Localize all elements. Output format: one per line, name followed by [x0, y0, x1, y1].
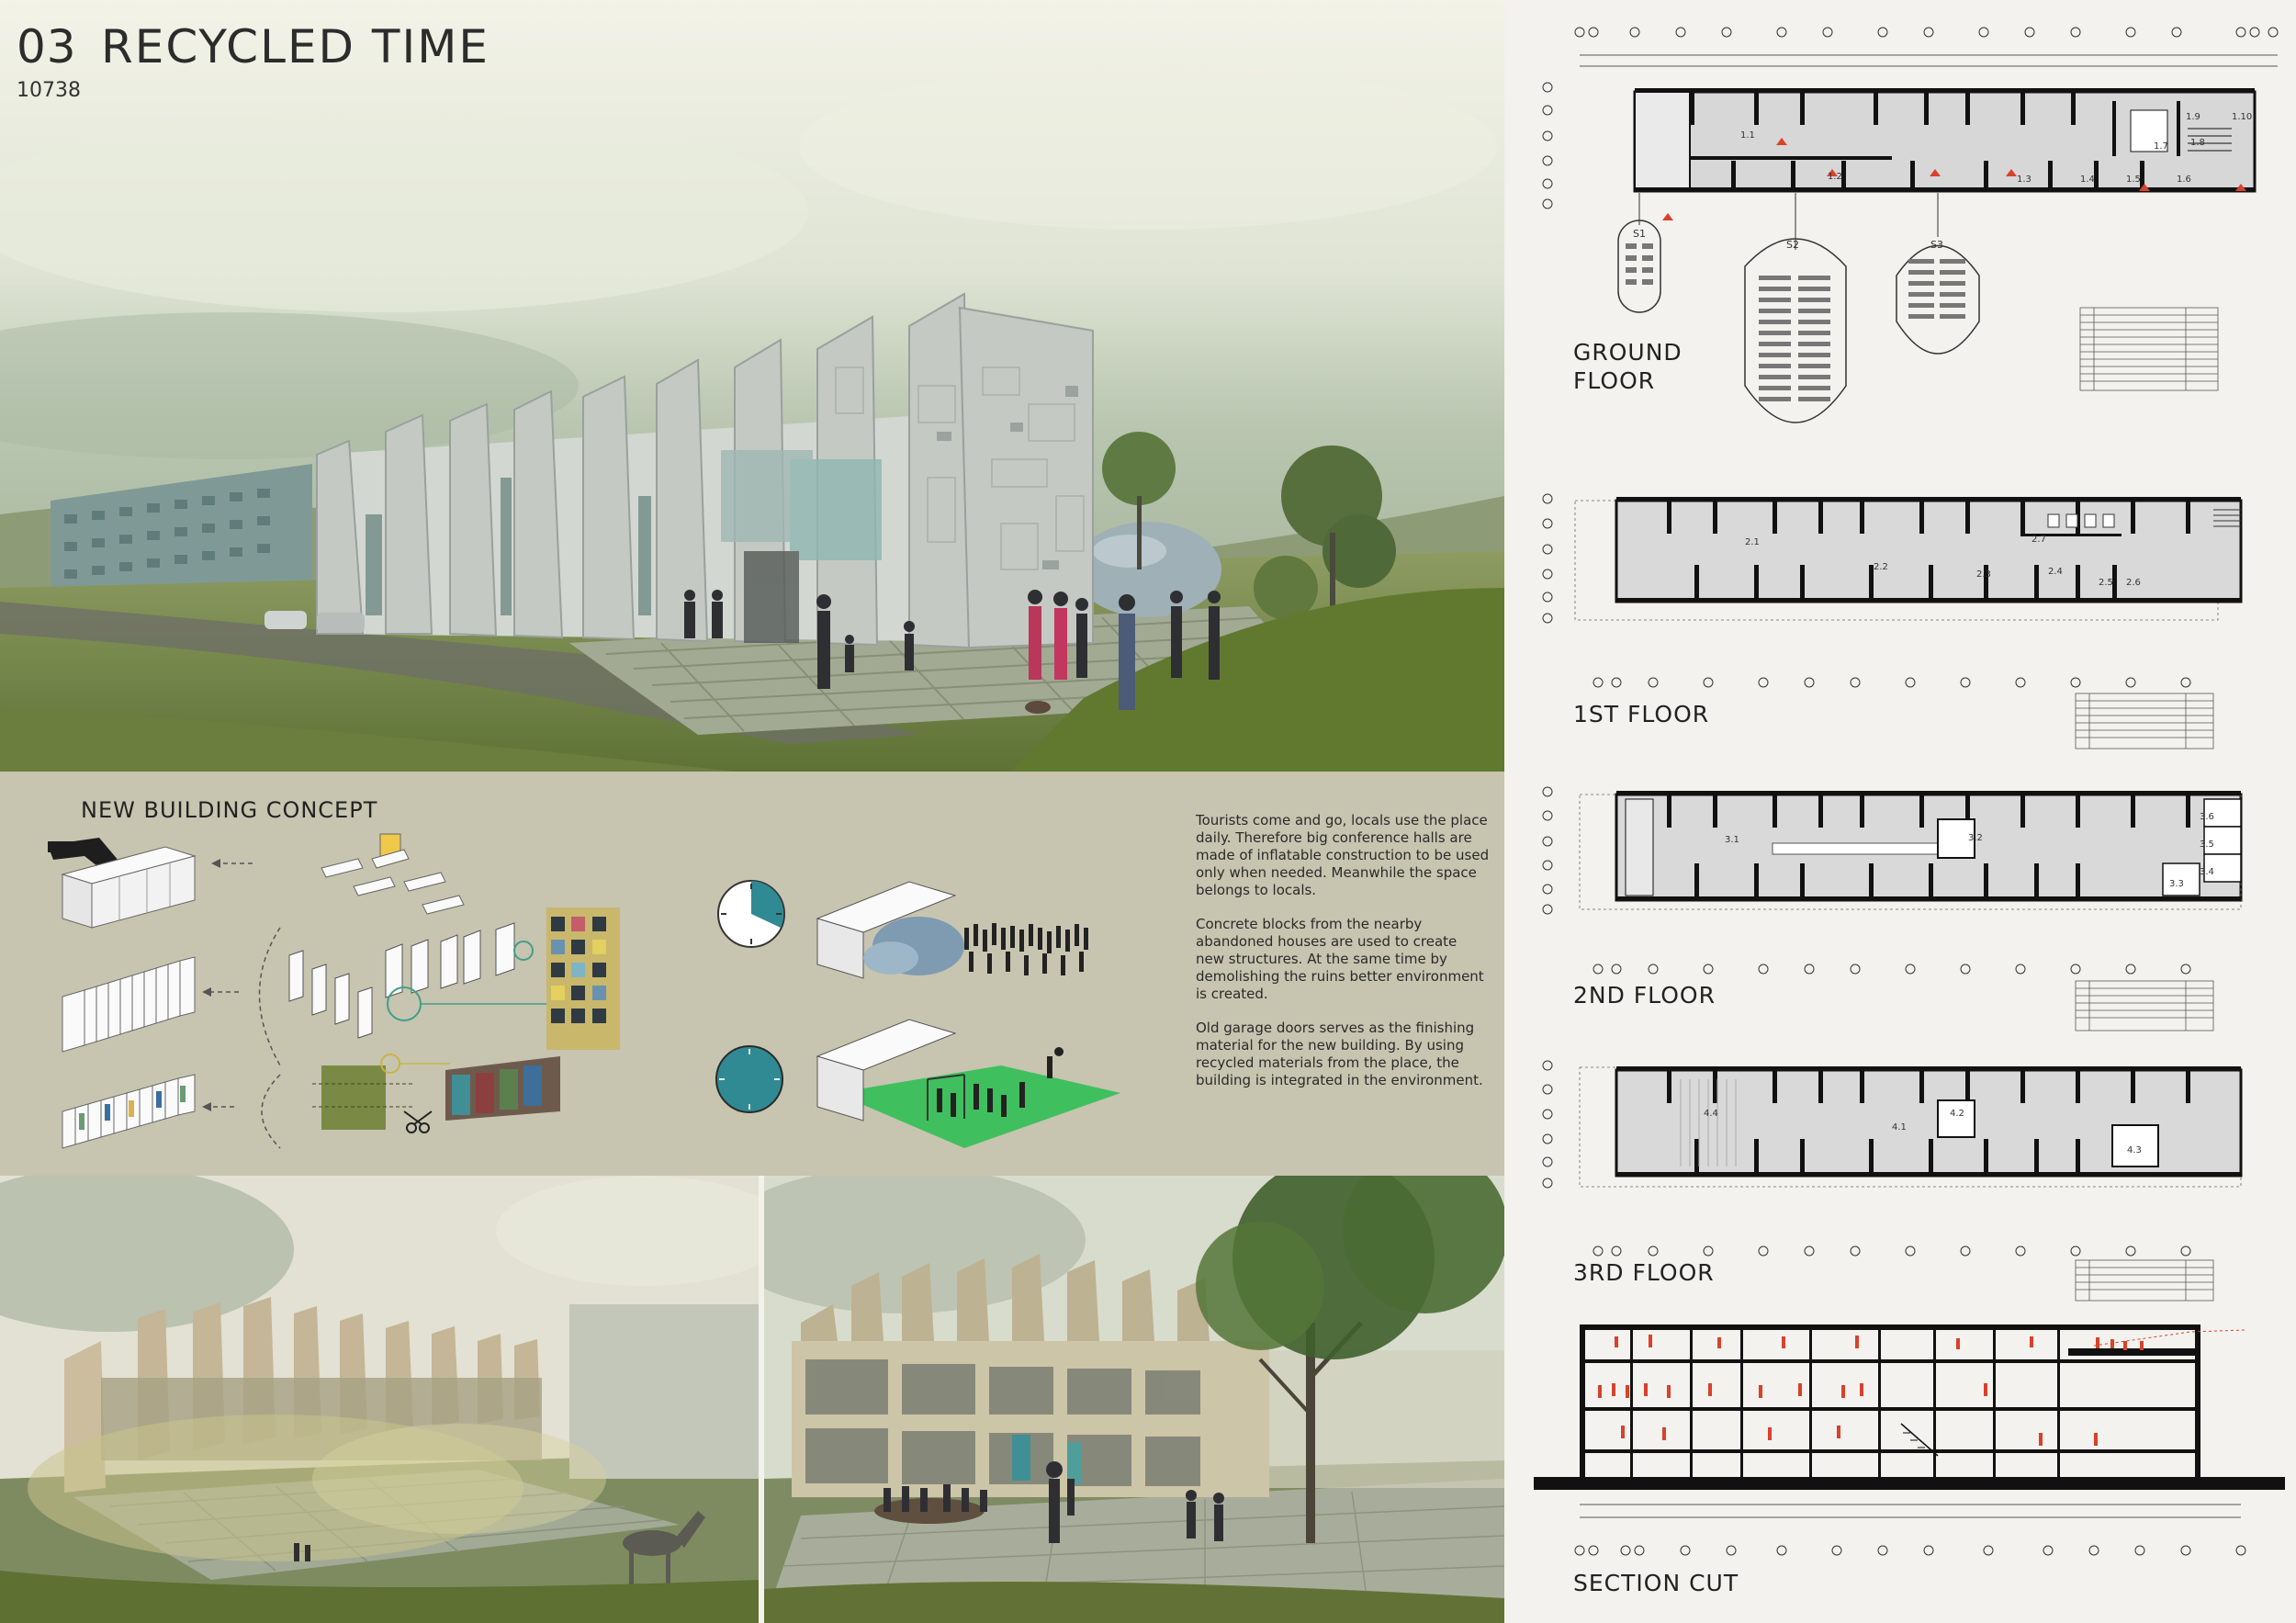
render-courtyard-illustration: [764, 1176, 1504, 1623]
concept-paragraph-1: Tourists come and go, locals use the place daily. Therefore big conference halls are made of inflatable construction to be used only when needed. Meanwhile the space belongs to locals.: [1196, 812, 1490, 898]
concept-paragraph-3: Old garage doors serves as the finishing material for the new building. By using recycled materials from the place, the building is integrated in the environment.: [1196, 1020, 1483, 1088]
old-garages: [445, 1056, 560, 1121]
old-apartment-building: [546, 907, 620, 1050]
room-label: 4.4: [1704, 1109, 1718, 1119]
room-label: 2.4: [2048, 567, 2063, 577]
render-inflatable-illustration: [0, 1176, 759, 1623]
room-label: 3.2: [1968, 833, 1983, 843]
ground-floor-label-line2: FLOOR: [1573, 367, 1656, 394]
concept-panel: [0, 772, 1504, 1176]
room-label: 2.6: [2126, 578, 2141, 588]
room-label: 4.3: [2127, 1145, 2142, 1155]
inflatable-hall-s1: [1618, 193, 1660, 312]
ground-floor-label: [1573, 338, 1683, 395]
concept-paragraph-2: Concrete blocks from the nearby abandoned houses are used to create new structures. At the same time by demolishing the ruins better environment is created.: [1196, 916, 1484, 1002]
section-cut-drawing: [1506, 1304, 2296, 1580]
room-label: 1.10: [2232, 112, 2253, 122]
room-label: 1.3: [2017, 175, 2032, 185]
block-pieces: [321, 834, 464, 914]
outdoor-activity-diagram: [817, 1020, 1120, 1148]
ground-floor-label-line1: GROUND: [1573, 339, 1683, 366]
room-label: 4.2: [1950, 1109, 1964, 1119]
room-label: 3.1: [1725, 835, 1739, 845]
third-floor-label: 3RD FLOOR: [1573, 1259, 1715, 1286]
inflatable-hall-s2: [1745, 193, 1846, 423]
room-label: 1.6: [2177, 175, 2191, 185]
first-floor-label: 1ST FLOOR: [1573, 701, 1710, 727]
inflatable-hall-diagram: [817, 882, 1088, 978]
ground-floor-schedule: [2080, 308, 2218, 390]
floor-plans-panel: [1506, 0, 2296, 1623]
inflatable-dome: [1075, 522, 1221, 617]
room-label: 3.5: [2200, 840, 2214, 850]
room-label: 3.6: [2200, 812, 2214, 822]
hero-render: [0, 0, 1504, 772]
project-code: 10738: [17, 79, 81, 102]
hall-label: S1: [1633, 228, 1646, 240]
room-label: 1.8: [2190, 138, 2205, 148]
concept-title: NEW BUILDING CONCEPT: [81, 797, 378, 823]
room-label: 2.2: [1874, 562, 1888, 572]
room-label: 2.3: [1976, 569, 1991, 580]
concrete-block-row-1: [62, 847, 195, 928]
hall-label: S3: [1930, 239, 1943, 251]
clock-short-use-icon: [718, 881, 784, 947]
section-cut-label: SECTION CUT: [1573, 1570, 1739, 1596]
clock-all-day-icon: [716, 1046, 782, 1112]
slab-stack-row-2: [62, 957, 195, 1052]
room-label: 1.9: [2186, 112, 2200, 122]
room-label: 1.5: [2126, 175, 2141, 185]
room-label: 1.1: [1740, 130, 1755, 141]
project-number: 03: [17, 20, 77, 73]
render-courtyard: [764, 1176, 1504, 1623]
room-label: 1.4: [2080, 175, 2095, 185]
scissors-icon: [404, 1111, 432, 1133]
first-floor-plan: [1506, 473, 2296, 776]
room-label: 2.7: [2032, 535, 2046, 545]
room-label: 1.7: [2154, 141, 2168, 152]
room-label: 4.1: [1892, 1122, 1907, 1133]
concept-diagram: [0, 772, 1185, 1176]
room-label: 3.4: [2200, 867, 2214, 877]
room-label: 2.1: [1745, 537, 1760, 547]
room-label: 1.2: [1828, 172, 1842, 182]
hall-label: S2: [1786, 239, 1799, 251]
section-people: [1598, 1335, 2144, 1446]
hero-render-illustration: [0, 0, 1504, 772]
inflatable-hall-s3: [1896, 193, 1979, 354]
second-floor-label: 2ND FLOOR: [1573, 982, 1716, 1009]
concept-description: [1196, 812, 1490, 1106]
room-label: 2.5: [2099, 578, 2113, 588]
project-title: RECYCLED TIME: [101, 20, 490, 73]
render-inflatable-hall: [0, 1176, 759, 1623]
garage-door-panel: [312, 1054, 450, 1130]
clad-block-row-3: [62, 1075, 195, 1148]
room-label: 3.3: [2169, 879, 2184, 889]
